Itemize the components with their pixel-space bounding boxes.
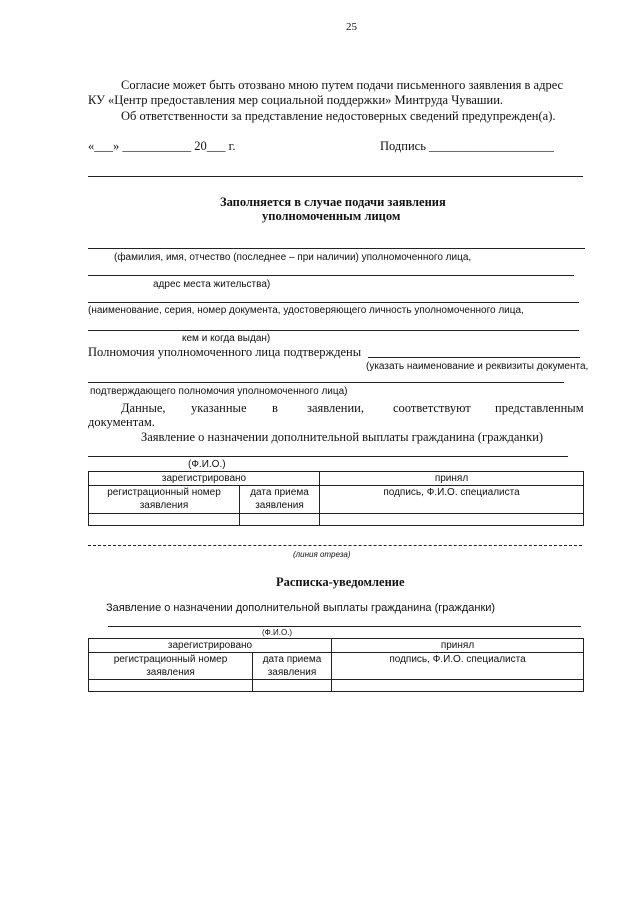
receipt-title: Расписка-уведомление [276, 575, 405, 589]
cut-line [88, 545, 582, 546]
receipt-caption-fio: (Ф.И.О.) [262, 628, 293, 637]
receipt-registration-table [88, 638, 584, 692]
data-match-word-2: указанные [191, 401, 247, 415]
data-match-word-1: Данные, [121, 401, 166, 415]
consent-line-2: КУ «Центр предоставления мер социальной поддержки» Минтруда Чувашии. [88, 93, 504, 107]
signature-field: Подпись ____________________ [380, 139, 555, 153]
application-line: Заявление о назначении дополнительной выплаты гражданина (гражданки) [141, 430, 544, 444]
accepted-header: принял [320, 472, 584, 486]
fill-line-powers [368, 357, 580, 358]
receipt-date-received-cell [253, 680, 332, 692]
separator-line [88, 176, 583, 177]
receipt-specialist-signature-header: подпись, Ф.И.О. специалиста [332, 653, 584, 680]
receipt-fill-line-applicant [108, 626, 581, 627]
data-match-word-6: представленным [495, 401, 584, 415]
fill-line-document [88, 302, 579, 303]
specialist-signature-cell [320, 514, 584, 526]
caption-powers-doc: (указать наименование и реквизиты документа, [366, 361, 589, 372]
data-match-word-5: соответствуют [393, 401, 471, 415]
reg-number-cell [89, 514, 240, 526]
proxy-heading-2: уполномоченным лицом [262, 209, 401, 223]
cut-line-label: (линия отреза) [293, 550, 351, 559]
receipt-reg-number-header: регистрационный номер заявления [89, 653, 253, 680]
date-received-header: дата приема заявления [240, 486, 320, 514]
fill-line-address [88, 275, 574, 276]
caption-fio: (фамилия, имя, отчество (последнее – при наличии) уполномоченного лица, [114, 252, 472, 263]
caption-powers-end: подтверждающего полномочия уполномоченного лица) [90, 386, 348, 397]
caption-address: адрес места жительства) [153, 279, 271, 290]
fill-line-fio [88, 248, 585, 249]
receipt-application-line: Заявление о назначении дополнительной выплаты гражданина (гражданки) [106, 602, 496, 614]
receipt-specialist-signature-cell [332, 680, 584, 692]
registered-header: зарегистрировано [89, 472, 320, 486]
date-received-cell [240, 514, 320, 526]
caption-fio-short: (Ф.И.О.) [188, 459, 226, 470]
data-match-word-3: в [272, 401, 278, 415]
data-match-word-4: заявлении, [307, 401, 364, 415]
date-field: «___» ___________ 20___ г. [88, 139, 236, 153]
data-match-line-2: документам. [88, 415, 155, 429]
page-number: 25 [346, 21, 357, 33]
proxy-heading-1: Заполняется в случае подачи заявления [220, 195, 446, 209]
receipt-registered-header: зарегистрировано [89, 639, 332, 653]
receipt-reg-number-cell [89, 680, 253, 692]
consent-line-1: Согласие может быть отозвано мною путем подачи письменного заявления в адрес [121, 78, 564, 92]
receipt-date-received-header: дата приема заявления [253, 653, 332, 680]
fill-line-powers-2 [88, 382, 564, 383]
fill-line-applicant [88, 456, 568, 457]
consent-line-3: Об ответственности за представление недостоверных сведений предупрежден(а). [121, 109, 556, 123]
registration-table [88, 471, 584, 526]
caption-issued: кем и когда выдан) [182, 333, 271, 344]
powers-confirmed-label: Полномочия уполномоченного лица подтверждены [88, 345, 362, 359]
specialist-signature-header: подпись, Ф.И.О. специалиста [320, 486, 584, 514]
reg-number-header: регистрационный номер заявления [89, 486, 240, 514]
receipt-accepted-header: принял [332, 639, 584, 653]
caption-document: (наименование, серия, номер документа, удостоверяющего личность уполномоченного лица, [88, 305, 524, 316]
fill-line-issued [88, 330, 579, 331]
